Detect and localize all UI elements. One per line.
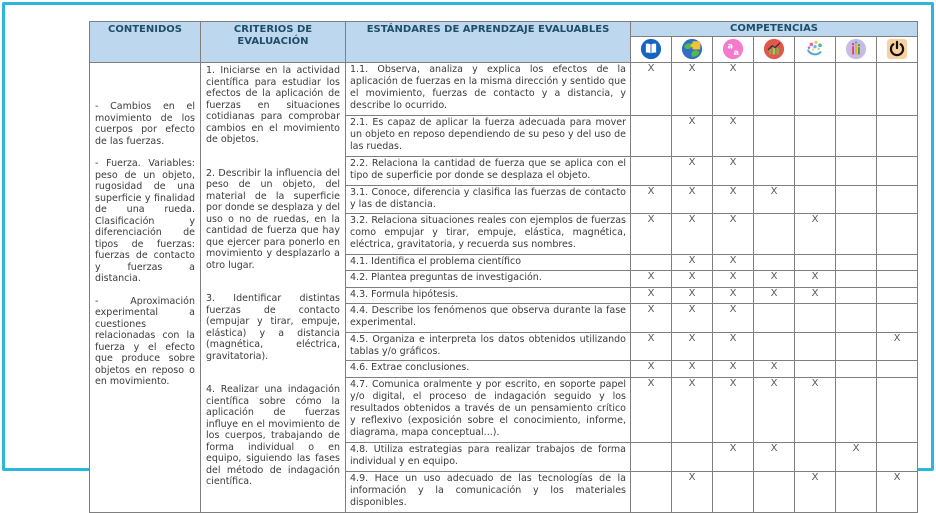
standard-text: 4.2. Plantea preguntas de investigación. — [346, 271, 631, 287]
creativity-confetti-icon — [804, 38, 826, 60]
standard-text: 4.5. Organiza e interpreta los datos obtenidos utilizando tablas y/o gráficos. — [346, 332, 631, 361]
competency-mark-cell — [836, 116, 877, 157]
estandares-header: ESTÁNDARES DE APRENDZAJE EVALUABLES — [346, 22, 631, 63]
competency-mark-cell: X — [672, 214, 713, 255]
contenidos-cell-paragraph: - Aproximación experimental a cuestiones relacionadas con la fuerza y el efecto que produce sobre objetos en reposo o en movimiento. — [95, 295, 195, 387]
competency-mark-cell — [754, 63, 795, 116]
competency-mark-cell — [795, 332, 836, 361]
competencia-column-5 — [795, 37, 836, 63]
competency-mark-cell — [631, 255, 672, 271]
competency-mark-cell: X — [795, 214, 836, 255]
standard-text: 2.2. Relaciona la cantidad de fuerza que se aplica con el tipo de superficie por donde se desplaza el objeto. — [346, 156, 631, 185]
competency-mark-cell: X — [754, 271, 795, 287]
competency-mark-cell — [631, 116, 672, 157]
competency-mark-cell: X — [754, 377, 795, 442]
standard-text: 2.1. Es capaz de aplicar la fuerza adecuada para mover un objeto en reposo dependiendo de su peso y del uso de las ruedas. — [346, 116, 631, 157]
competency-mark-cell: X — [877, 332, 918, 361]
competency-mark-cell: X — [754, 442, 795, 471]
competency-mark-cell — [877, 185, 918, 214]
letters-aa-icon — [722, 38, 744, 60]
competency-mark-cell: X — [672, 255, 713, 271]
contenidos-cell — [90, 63, 201, 513]
svg-text:a: a — [727, 40, 734, 51]
competency-mark-cell: X — [672, 361, 713, 377]
competency-mark-cell: X — [795, 287, 836, 303]
page-frame — [2, 2, 934, 508]
people-celebrating-icon — [845, 38, 867, 60]
competency-mark-cell: X — [713, 63, 754, 116]
competency-mark-cell — [672, 442, 713, 471]
standard-text: 3.1. Conoce, diferencia y clasifica las fuerzas de contacto y las de distancia. — [346, 185, 631, 214]
competency-mark-cell: X — [713, 442, 754, 471]
competencias-header: COMPETENCIAS — [631, 22, 918, 37]
competency-mark-cell: X — [631, 377, 672, 442]
competency-mark-cell — [877, 214, 918, 255]
standard-text: 4.9. Hace un uso adecuado de las tecnologías de la información y la comunicación y los materiales disponibles. — [346, 471, 631, 512]
competency-mark-cell — [836, 471, 877, 512]
competency-mark-cell — [836, 332, 877, 361]
power-button-icon — [886, 38, 908, 60]
competency-mark-cell: X — [672, 332, 713, 361]
standard-text: 3.2. Relaciona situaciones reales con ejemplos de fuerzas como empujar y tirar, empuje, elástica, magnética, eléctrica, gravitatoria, y recuerda sus nombres. — [346, 214, 631, 255]
competency-mark-cell — [795, 442, 836, 471]
competency-mark-cell: X — [631, 214, 672, 255]
competencia-column-2 — [672, 37, 713, 63]
table-header — [90, 22, 918, 63]
standard-row — [90, 63, 918, 116]
competency-mark-cell: X — [754, 185, 795, 214]
competency-mark-cell — [795, 156, 836, 185]
competency-mark-cell: X — [713, 304, 754, 333]
competency-mark-cell: X — [713, 214, 754, 255]
competency-mark-cell — [754, 304, 795, 333]
standard-text: 4.4. Describe los fenómenos que observa durante la fase experimental. — [346, 304, 631, 333]
competency-mark-cell — [877, 156, 918, 185]
competency-mark-cell — [795, 304, 836, 333]
competency-mark-cell — [877, 377, 918, 442]
competency-mark-cell — [836, 361, 877, 377]
competency-mark-cell: X — [836, 442, 877, 471]
standard-text: 4.3. Formula hipótesis. — [346, 287, 631, 303]
competency-mark-cell — [795, 185, 836, 214]
standard-text: 4.8. Utiliza estrategias para realizar trabajos de forma individual y en equipo. — [346, 442, 631, 471]
competency-mark-cell: X — [754, 361, 795, 377]
competency-mark-cell — [795, 255, 836, 271]
competency-mark-cell — [877, 304, 918, 333]
competency-mark-cell: X — [713, 185, 754, 214]
competency-mark-cell — [877, 361, 918, 377]
competency-mark-cell: X — [713, 361, 754, 377]
competency-mark-cell — [754, 214, 795, 255]
competency-mark-cell — [754, 332, 795, 361]
competency-mark-cell — [795, 361, 836, 377]
competency-mark-cell — [836, 271, 877, 287]
competency-mark-cell: X — [672, 185, 713, 214]
competencia-column-3 — [713, 37, 754, 63]
competency-mark-cell: X — [672, 304, 713, 333]
competency-mark-cell: X — [672, 116, 713, 157]
competency-mark-cell: X — [713, 255, 754, 271]
contenidos-cell-paragraph: - Fuerza. Variables: peso de un objeto, rugosidad de una superficie y finalidad de una rueda. Clasificación y diferenciación de tipos de fuerzas: fuerzas de contacto y fuerzas a distancia. — [95, 158, 195, 284]
competency-mark-cell — [877, 442, 918, 471]
competency-mark-cell — [836, 255, 877, 271]
competency-mark-cell: X — [713, 156, 754, 185]
standard-text: 4.1. Identifica el problema científico — [346, 255, 631, 271]
book-icon — [640, 38, 662, 60]
competency-mark-cell: X — [713, 271, 754, 287]
competencia-column-1 — [631, 37, 672, 63]
competency-mark-cell: X — [631, 361, 672, 377]
header-row-top — [90, 22, 918, 37]
competency-mark-cell — [754, 156, 795, 185]
competency-mark-cell: X — [672, 287, 713, 303]
standard-text: 1.1. Observa, analiza y explica los efectos de la aplicación de fuerzas en la misma dirección y sentido que el movimiento, fuerzas de contacto y a distancia, y describe lo ocurrido. — [346, 63, 631, 116]
competency-mark-cell: X — [631, 271, 672, 287]
criterios-cell-paragraph: 1. Iniciarse en la actividad científica para estudiar los efectos de la aplicación de fuerzas en situaciones cotidianas para comprobar cambios en el movimiento de objetos. — [206, 65, 340, 145]
competency-mark-cell — [713, 471, 754, 512]
competency-mark-cell — [877, 116, 918, 157]
competency-mark-cell — [877, 63, 918, 116]
competency-mark-cell — [836, 185, 877, 214]
competency-mark-cell: X — [631, 304, 672, 333]
competency-mark-cell — [836, 304, 877, 333]
competency-mark-cell: X — [672, 271, 713, 287]
competency-mark-cell: X — [672, 377, 713, 442]
standard-text: 4.7. Comunica oralmente y por escrito, en soporte papel y/o digital, el proceso de indagación seguido y los resultados obtenidos a través de un pensamiento crítico y reflexivo (exposición sobre el conocimiento, informe, diagrama, mapa conceptual...). — [346, 377, 631, 442]
competency-mark-cell — [836, 156, 877, 185]
competency-mark-cell — [795, 63, 836, 116]
criterios-cell-paragraph: 3. Identificar distintas fuerzas de contacto (empujar y tirar, empuje, elástica) y a distancia (magnética, eléctrica, gravitatoria). — [206, 293, 340, 362]
competency-mark-cell — [754, 471, 795, 512]
competency-mark-cell: X — [713, 377, 754, 442]
competency-mark-cell: X — [795, 377, 836, 442]
contenidos-cell-paragraph: - Cambios en el movimiento de los cuerpos por efecto de las fuerzas. — [95, 101, 195, 147]
competency-mark-cell — [754, 255, 795, 271]
competency-mark-cell — [631, 471, 672, 512]
criterios-cell-paragraph: 2. Describir la influencia del peso de un objeto, del material de la superficie por donde se desplaza y del uso o no de ruedas, en la cantidad de fuerza que hay que ejercer para ponerlo en movimiento y desplazarlo a otro lugar. — [206, 167, 340, 271]
competency-mark-cell: X — [672, 156, 713, 185]
svg-text:a: a — [733, 46, 740, 57]
competency-mark-cell — [836, 287, 877, 303]
criterios-cell — [201, 63, 346, 513]
competency-mark-cell — [795, 116, 836, 157]
curriculum-table — [89, 21, 918, 513]
competency-mark-cell: X — [713, 332, 754, 361]
globe-puzzle-icon — [681, 38, 703, 60]
competencia-column-4 — [754, 37, 795, 63]
competency-mark-cell: X — [754, 287, 795, 303]
competency-mark-cell — [754, 116, 795, 157]
competency-mark-cell: X — [631, 332, 672, 361]
competency-mark-cell — [877, 255, 918, 271]
standard-text: 4.6. Extrae conclusiones. — [346, 361, 631, 377]
competency-mark-cell: X — [672, 471, 713, 512]
competency-mark-cell: X — [631, 185, 672, 214]
competency-mark-cell — [836, 377, 877, 442]
competency-mark-cell: X — [672, 63, 713, 116]
competency-mark-cell — [631, 156, 672, 185]
competency-mark-cell: X — [713, 287, 754, 303]
bar-chart-icon — [763, 38, 785, 60]
competency-mark-cell: X — [631, 287, 672, 303]
competency-mark-cell — [877, 287, 918, 303]
competency-mark-cell — [836, 63, 877, 116]
criterios-cell-paragraph: 4. Realizar una indagación científica sobre cómo la aplicación de fuerzas influye en el movimiento de los cuerpos, trabajando de forma individual o en equipo, siguiendo las fases del método de indagación científica. — [206, 384, 340, 487]
standards-tbody — [90, 63, 918, 513]
competency-mark-cell: X — [795, 271, 836, 287]
competency-mark-cell — [836, 214, 877, 255]
competency-mark-cell: X — [631, 63, 672, 116]
competency-mark-cell: X — [713, 116, 754, 157]
competency-mark-cell — [877, 271, 918, 287]
competency-mark-cell — [631, 442, 672, 471]
competency-mark-cell: X — [795, 471, 836, 512]
competencia-column-6 — [836, 37, 877, 63]
competencia-column-7 — [877, 37, 918, 63]
criterios-header: CRITERIOS DE EVALUACIÓN — [201, 22, 346, 63]
competency-mark-cell: X — [877, 471, 918, 512]
contenidos-header: CONTENIDOS — [90, 22, 201, 63]
